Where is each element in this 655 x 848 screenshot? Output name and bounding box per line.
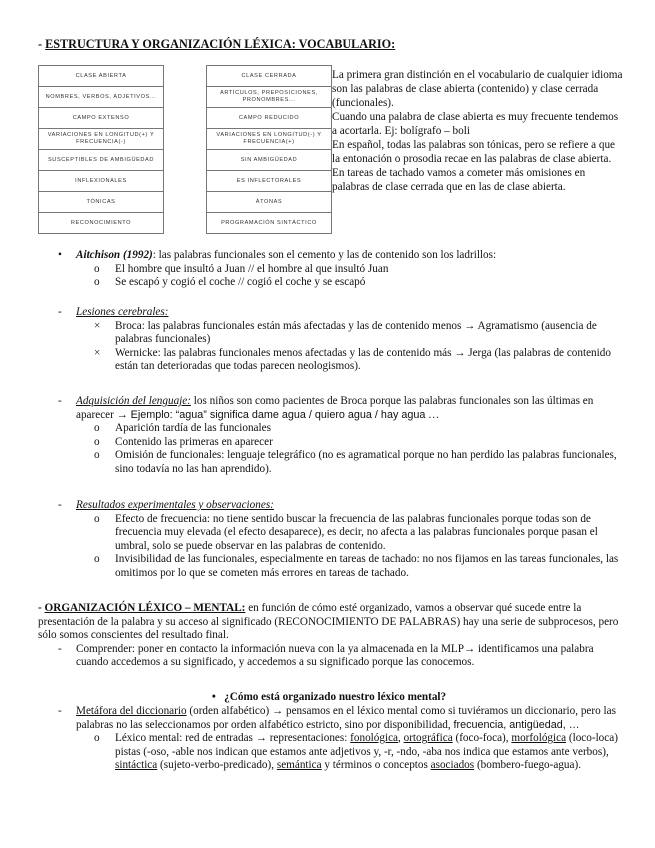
metafora-section: - Metáfora del diccionario (orden alfabético) → pensamos en el léxico mental como si tuviéramos un diccionario, pero las palabras no las seleccionamos por orden alfabético estricto, sino por disponibilidad, frecuencia, antigüedad, … o Léxico mental: red de entradas → representaciones: fonológica, ortográfica (foco-foca), morfológica (loco-loca) pistas (-oso, -able nos indican que estamos ante adjetivos y, -r, -ndo, -aba nos indica que estamos ante verbos), sintáctica (sujeto-verbo-predicado), semántica y términos o conceptos asociados (bombero-fuego-agua).	[58, 705, 618, 772]
question-heading: • ¿Cómo está organizado nuestro léxico mental?	[211, 691, 447, 703]
lesiones-section: - Lesiones cerebrales: × Broca: las palabras funcionales están más afectadas y las de contenido menos → Agramatismo (ausencia de palabras funcionales) × Wernicke: las palabras funcionales menos afectadas y las de contenido más → Jerga (las palabras de contenido están tan deterioradas que todas parecen neologismos).	[58, 306, 611, 373]
table-cell: SUSCEPTIBLES DE AMBIGÜEDAD	[39, 150, 164, 171]
table-cell: NOMBRES, VERBOS, ADJETIVOS...	[39, 87, 164, 108]
table-cell: CAMPO REDUCIDO	[207, 108, 332, 129]
list-item: Contenido las primeras en aparecer	[115, 435, 273, 448]
table-cell: PROGRAMACIÓN SINTÁCTICO	[207, 213, 332, 234]
intro-paragraph: La primera gran distinción en el vocabulario de cualquier idioma son las palabras de clase abierta (contenido) y clase cerrada (funcionales). Cuando una palabra de clase abierta es muy frecuente tendemos a acortarla. Ej: bolígrafo – boli En español, todas las palabras son tónicas, pero se refiere a que la entonación o prosodia recae en las palabras de clase abierta. En tareas de tachado vamos a cometer más omisiones en palabras de clase cerrada que en las de clase abierta.	[332, 69, 623, 193]
organizacion-section: - ORGANIZACIÓN LÉXICO – MENTAL: en función de cómo esté organizado, vamos a observar qué sucede entre la presentación de la palabra y su acceso al significado (RECONOCIMIENTO DE PALABRAS) hay una serie de subprocesos, pero sólo somos conscientes del resultado final. - Comprender: poner en contacto la información nueva con la ya almacenada en la MLP→ identificamos una palabra cuando accedemos a su significado, y accedemos a su significado porque las conocemos.	[38, 602, 619, 669]
list-item: Invisibilidad de las funcionales, especialmente en tareas de tachado: no nos fijamos en las tareas funcionales, las omitimos por lo que se cometen más errores en tareas de tachado.	[115, 553, 619, 579]
list-item: Efecto de frecuencia: no tiene sentido buscar la frecuencia de las palabras funcionales porque todas son de frecuencia muy elevada (el efecto desaparece), es decir, no afecta a las palabras funcionales porque pasan el umbral, solo se puede observar en las palabras de contenido.	[115, 512, 598, 552]
table-cell: SIN AMBIGÜEDAD	[207, 150, 332, 171]
subsection-title: Adquisición del lenguaje:	[76, 395, 191, 407]
closed-class-table	[206, 65, 332, 234]
table-cell: TÓNICAS	[39, 192, 164, 213]
subsection-title: Lesiones cerebrales:	[76, 306, 169, 318]
list-item: Wernicke: las palabras funcionales menos afectadas y las de contenido más → Jerga (las palabras de contenido están tan deterioradas que todas parecen neologismos).	[115, 346, 611, 373]
table-cell: CAMPO EXTENSO	[39, 108, 164, 129]
list-item: Se escapó y cogió el coche // cogió el coche y se escapó	[115, 276, 366, 289]
table-cell: RECONOCIMIENTO	[39, 213, 164, 234]
list-item: Omisión de funcionales: lenguaje telegráfico (no es agramatical porque no han perdido las palabras funcionales, sino todavía no las han aprendido).	[115, 449, 617, 475]
table-cell: ES INFLECTORALES	[207, 171, 332, 192]
table-cell: ARTÍCULOS, PREPOSICIONES, PRONOMBRES...	[207, 87, 332, 108]
list-item: Broca: las palabras funcionales están más afectadas y las de contenido menos → Agramatismo (ausencia de palabras funcionales)	[115, 319, 597, 346]
section-heading: ORGANIZACIÓN LÉXICO – MENTAL:	[44, 602, 246, 614]
table-cell: VARIACIONES EN LONGITUD(+) Y FRECUENCIA(-)	[39, 129, 164, 150]
author-citation: Aitchison (1992)	[76, 249, 153, 261]
subsection-title: Metáfora del diccionario	[76, 705, 187, 717]
table-cell: VARIACIONES EN LONGITUD(-) Y FRECUENCIA(+)	[207, 129, 332, 150]
table-cell: INFLEXIONALES	[39, 171, 164, 192]
section-heading: - ESTRUCTURA Y ORGANIZACIÓN LÉXICA: VOCABULARIO:	[38, 37, 396, 51]
table-cell: CLASE CERRADA	[207, 66, 332, 87]
list-item: El hombre que insultó a Juan // el hombre al que insultó Juan	[115, 262, 389, 275]
resultados-section: - Resultados experimentales y observaciones: o Efecto de frecuencia: no tiene sentido buscar la frecuencia de las palabras funcionales porque todas son de frecuencia muy elevada (el efecto desaparece), es decir, no afecta a las palabras funcionales porque pasan el umbral, solo se puede observar en las palabras de contenido. o Invisibilidad de las funcionales, especialmente en tareas de tachado: no nos fijamos en las tareas funcionales, las omitimos por lo que se cometen más errores en tareas de tachado.	[58, 499, 619, 579]
list-item: Comprender: poner en contacto la información nueva con la ya almacenada en la MLP→ identificamos una palabra cuando accedemos a su significado, y accedemos a su significado porque las conocemos.	[76, 642, 594, 669]
aitchison-section: • Aitchison (1992): las palabras funcionales son el cemento y las de contenido son los ladrillos: o El hombre que insultó a Juan // el hombre al que insultó Juan o Se escapó y cogió el coche // cogió el coche y se escapó	[58, 249, 497, 289]
table-cell: ÁTONAS	[207, 192, 332, 213]
open-class-table	[38, 65, 164, 234]
subsection-title: Resultados experimentales y observaciones:	[76, 499, 274, 511]
list-item: Aparición tardía de las funcionales	[115, 422, 271, 435]
table-cell: CLASE ABIERTA	[39, 66, 164, 87]
adquisicion-section: - Adquisición del lenguaje: los niños son como pacientes de Broca porque las palabras funcionales son las últimas en aparecer → Ejemplo: “agua” significa dame agua / quiero agua / hay agua … o Aparición tardía de las funcionales o Contenido las primeras en aparecer o Omisión de funcionales: lenguaje telegráfico (no es agramatical porque no han perdido las palabras funcionales, sino todavía no las han aprendido).	[58, 395, 617, 475]
